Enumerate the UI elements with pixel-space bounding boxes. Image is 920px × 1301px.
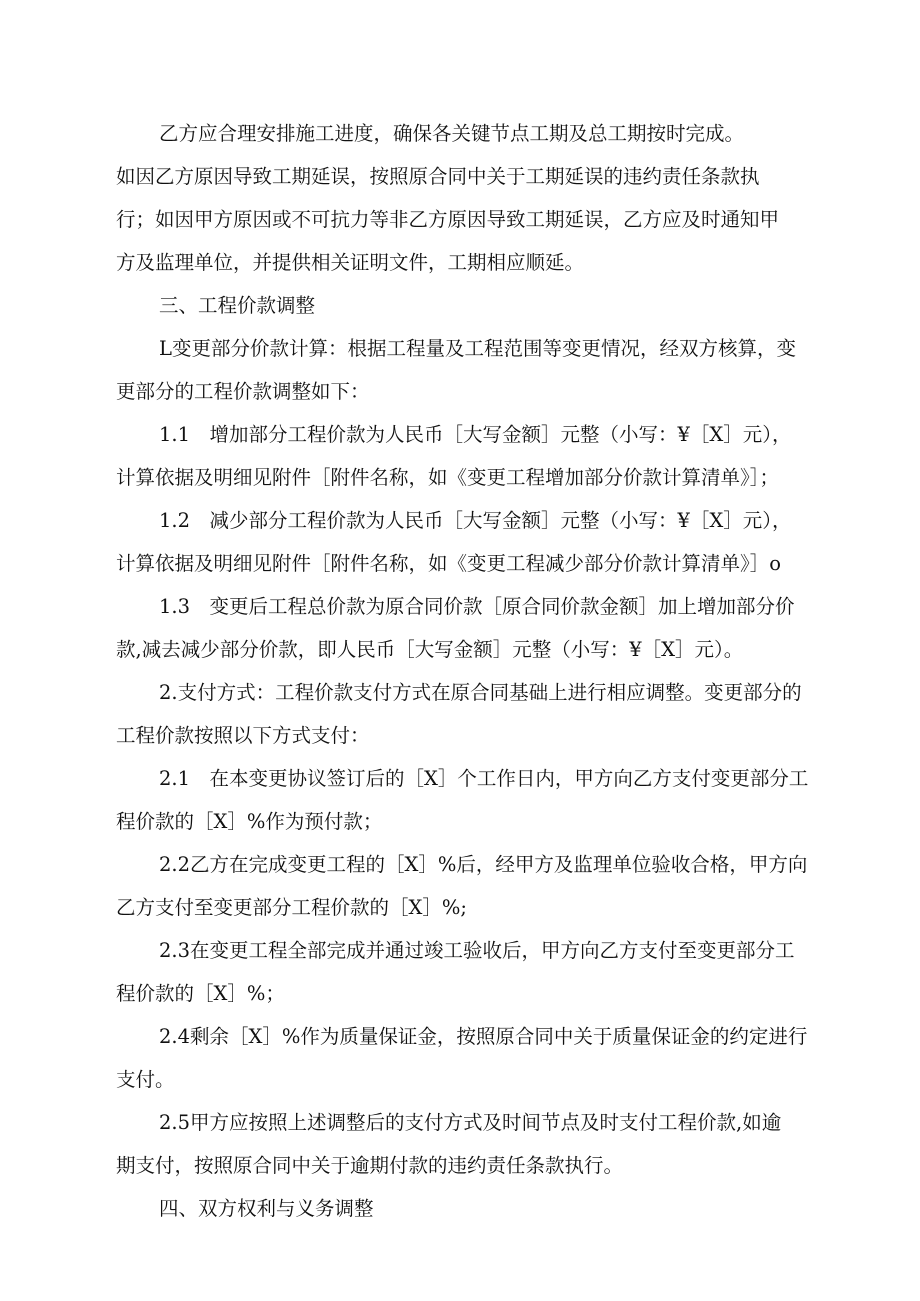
clause-2-5-line-1: 2.5甲方应按照上述调整后的支付方式及时间节点及时支付工程价款,如逾 xyxy=(159,1111,782,1134)
clause-2-3-line-2: 程价款的［X］%； xyxy=(116,982,285,1005)
clause-2-1-line-2: 程价款的［X］%作为预付款； xyxy=(116,810,383,833)
paragraph-line-1: 乙方应合理安排施工进度，确保各关键节点工期及总工期按时完成。 xyxy=(159,122,745,145)
clause-2-4-line-1: 2.4剩余［X］%作为质量保证金，按照原合同中关于质量保证金的约定进行 xyxy=(159,1025,808,1048)
clause-2-2-line-1: 2.2乙方在完成变更工程的［X］%后，经甲方及监理单位验收合格，甲方向 xyxy=(159,853,808,876)
clause-1-1-line-1: 1.1 增加部分工程价款为人民币［大写金额］元整（小写：¥［X］元）， xyxy=(159,423,792,446)
clause-1-2-line-1: 1.2 减少部分工程价款为人民币［大写金额］元整（小写：¥［X］元）， xyxy=(159,509,792,532)
paragraph-line-3: 行；如因甲方原因或不可抗力等非乙方原因导致工期延误，乙方应及时通知甲 xyxy=(116,208,780,231)
clause-1-3-line-2: 款,减去减少部分价款，即人民币［大写金额］元整（小写：¥［X］元）。 xyxy=(116,638,744,661)
clause-2-4-line-2: 支付。 xyxy=(116,1068,175,1091)
section-heading-4: 四、双方权利与义务调整 xyxy=(159,1197,374,1220)
clause-2-3-line-1: 2.3在变更工程全部完成并通过竣工验收后，甲方向乙方支付至变更部分工 xyxy=(159,939,795,962)
clause-1-2-line-2: 计算依据及明细见附件［附件名称，如《变更工程减少部分价款计算清单》］o xyxy=(116,552,781,575)
paragraph-line-6: L变更部分价款计算：根据工程量及工程范围等变更情况，经双方核算，变 xyxy=(159,337,796,360)
clause-1-1-line-2: 计算依据及明细见附件［附件名称，如《变更工程增加部分价款计算清单》］； xyxy=(116,466,780,489)
paragraph-line-4: 方及监理单位，并提供相关证明文件，工期相应顺延。 xyxy=(116,251,585,274)
clause-1-3-line-1: 1.3 变更后工程总价款为原合同价款［原合同价款金额］加上增加部分价 xyxy=(159,595,795,618)
paragraph-line-2: 如因乙方原因导致工期延误，按照原合同中关于工期延误的违约责任条款执 xyxy=(116,165,760,188)
paragraph-line-7: 更部分的工程价款调整如下： xyxy=(116,380,370,403)
section-heading-3: 三、工程价款调整 xyxy=(159,294,316,317)
clause-2-1-line-1: 2.1 在本变更协议签订后的［X］个工作日内，甲方向乙方支付变更部分工 xyxy=(159,767,809,790)
clause-2-line-1: 2.支付方式：工程价款支付方式在原合同基础上进行相应调整。变更部分的 xyxy=(159,681,802,704)
clause-2-line-2: 工程价款按照以下方式支付： xyxy=(116,724,370,747)
clause-2-2-line-2: 乙方支付至变更部分工程价款的［X］%; xyxy=(116,896,467,919)
clause-2-5-line-2: 期支付，按照原合同中关于逾期付款的违约责任条款执行。 xyxy=(116,1154,624,1177)
